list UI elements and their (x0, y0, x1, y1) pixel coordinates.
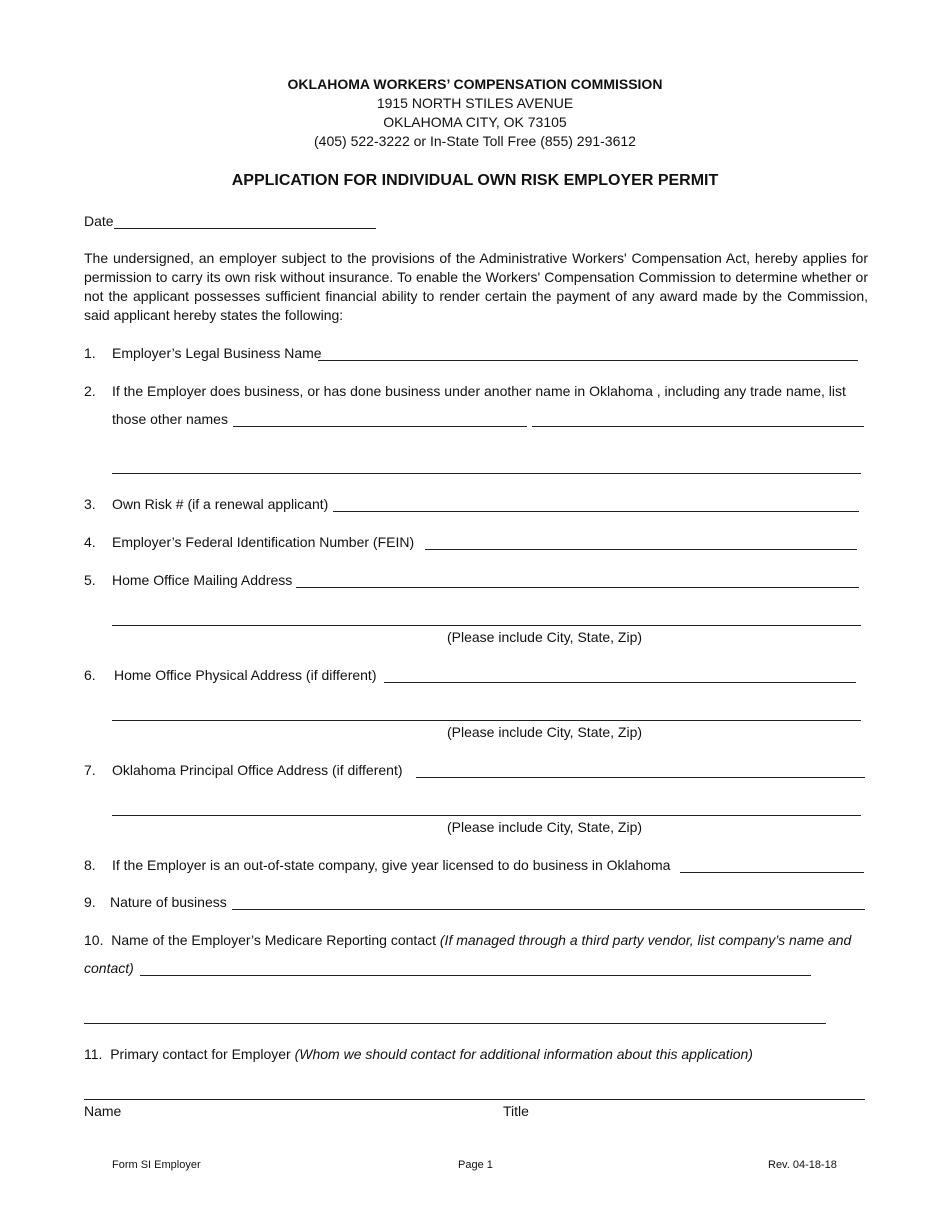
item-10-line (84, 932, 851, 948)
agency-name: OKLAHOMA WORKERS’ COMPENSATION COMMISSION (287, 76, 663, 92)
date-field[interactable] (114, 228, 376, 229)
item-8-number: 8. (84, 857, 96, 873)
mailing-address-field[interactable] (296, 587, 859, 588)
item-11-note: (Whom we should contact for additional information about this application) (294, 1046, 753, 1062)
agency-address-line2: OKLAHOMA CITY, OK 73105 (383, 114, 567, 130)
other-names-field-3[interactable] (112, 473, 861, 474)
other-names-field-2[interactable] (532, 426, 864, 427)
contact-name-label: Name (84, 1103, 122, 1119)
item-10-label: Name of the Employer’s Medicare Reporting contact (111, 932, 436, 948)
primary-contact-field[interactable] (84, 1099, 865, 1100)
item-2-label-cont: those other names (112, 411, 228, 427)
item-11-line (84, 1046, 753, 1062)
item-7-label: Oklahoma Principal Office Address (if different) (112, 762, 403, 778)
item-10-number: 10. (84, 932, 104, 948)
nature-of-business-field[interactable] (232, 909, 865, 910)
principal-office-address-note: (Please include City, State, Zip) (447, 819, 643, 835)
item-9-label: Nature of business (110, 894, 227, 910)
legal-business-name-field[interactable] (318, 360, 858, 361)
item-4-number: 4. (84, 534, 96, 550)
item-8-label: If the Employer is an out-of-state company, give year licensed to do business in Oklahoma (112, 857, 671, 873)
footer-page-number: Page 1 (458, 1159, 493, 1171)
mailing-address-note: (Please include City, State, Zip) (447, 629, 643, 645)
agency-phone: (405) 522-3222 or In-State Toll Free (855) 291-3612 (314, 133, 636, 149)
own-risk-number-field[interactable] (333, 511, 859, 512)
medicare-contact-field-2[interactable] (84, 1023, 826, 1024)
date-label: Date (84, 213, 114, 229)
item-3-label: Own Risk # (if a renewal applicant) (112, 496, 329, 512)
principal-office-address-field-2[interactable] (112, 815, 861, 816)
item-4-label: Employer’s Federal Identification Number (FEIN) (112, 534, 415, 550)
form-title: APPLICATION FOR INDIVIDUAL OWN RISK EMPLOYER PERMIT (231, 172, 719, 189)
item-11-number: 11. (84, 1046, 103, 1062)
medicare-contact-field[interactable] (140, 975, 811, 976)
intro-paragraph: The undersigned, an employer subject to the provisions of the Administrative Workers' Compensation Act, hereby applies for permission to carry its own risk without insurance. To enable the Workers' Compensation Commission to determine whether or not the applicant possesses sufficient financial ability to render certain the payment of any award made by the Commission, said applicant hereby states the following: (84, 250, 868, 323)
item-11-label: Primary contact for Employer (110, 1046, 291, 1062)
agency-address-line1: 1915 NORTH STILES AVENUE (376, 95, 574, 111)
mailing-address-field-2[interactable] (112, 625, 861, 626)
principal-office-address-field[interactable] (416, 777, 865, 778)
physical-address-field-2[interactable] (112, 720, 861, 721)
item-1-number: 1. (84, 345, 96, 361)
item-5-number: 5. (84, 572, 96, 588)
item-9-number: 9. (84, 894, 96, 910)
physical-address-field[interactable] (384, 682, 856, 683)
year-licensed-field[interactable] (680, 872, 864, 873)
item-2-number: 2. (84, 383, 96, 399)
contact-title-label: Title (503, 1103, 529, 1119)
other-names-field-1[interactable] (233, 426, 527, 427)
item-2-label: If the Employer does business, or has done business under another name in Oklahoma , including any trade name, list (112, 383, 846, 399)
item-1-label: Employer’s Legal Business Name (112, 345, 322, 361)
fein-field[interactable] (425, 549, 857, 550)
item-3-number: 3. (84, 496, 96, 512)
item-7-number: 7. (84, 762, 96, 778)
item-5-label: Home Office Mailing Address (112, 572, 293, 588)
item-10-note-cont: contact) (84, 960, 134, 976)
item-6-label: Home Office Physical Address (if different) (114, 667, 377, 683)
item-6-number: 6. (84, 667, 96, 683)
physical-address-note: (Please include City, State, Zip) (447, 724, 643, 740)
footer-form-id: Form SI Employer (112, 1159, 201, 1171)
footer-revision: Rev. 04-18-18 (768, 1159, 837, 1171)
item-10-note: (If managed through a third party vendor, list company’s name and (439, 932, 852, 948)
